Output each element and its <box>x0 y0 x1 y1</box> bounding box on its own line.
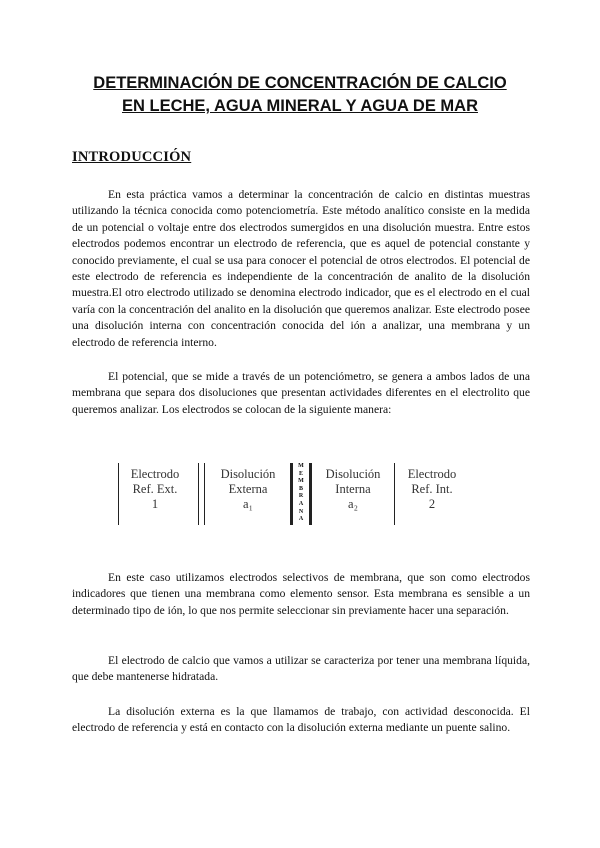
paragraph-4: El electrodo de calcio que vamos a utilizar se caracteriza por tener una membrana líquida, que debe mantenerse hidratada. <box>72 654 530 684</box>
cell-disol-ext-line3: a₁ <box>243 497 253 511</box>
cell-disol-int-line3: a₂ <box>348 497 358 511</box>
diagram-left-border <box>118 463 119 525</box>
cell-disol-int-line2: Interna <box>335 482 371 496</box>
diagram-divider-1b <box>204 463 205 525</box>
diagram-divider-1a <box>198 463 199 525</box>
cell-disol-int <box>314 467 392 531</box>
cell-ref-ext-line2: Ref. Ext. <box>132 482 178 496</box>
cell-disol-int-line1: Disolución <box>325 467 381 481</box>
cell-ref-ext-line1: Electrodo <box>130 467 180 481</box>
cell-ref-ext-line3: 1 <box>151 497 159 511</box>
title-line-2: EN LECHE, AGUA MINERAL Y AGUA DE MAR <box>122 97 478 115</box>
membrane-wall-right <box>309 463 312 525</box>
electrode-diagram <box>118 463 468 527</box>
cell-disol-ext-line2: Externa <box>228 482 268 496</box>
membrane-letter: R <box>298 493 304 500</box>
membrane-label <box>296 463 306 527</box>
membrane-letter: A <box>298 516 304 523</box>
cell-ref-int-line2: Ref. Int. <box>411 482 453 496</box>
membrane-letter: N <box>298 508 304 515</box>
cell-ref-int-line3: 2 <box>428 497 436 511</box>
title-line-1: DETERMINACIÓN DE CONCENTRACIÓN DE CALCIO <box>93 74 507 92</box>
membrane-letter: E <box>298 470 303 477</box>
cell-disol-ext-line1: Disolución <box>220 467 276 481</box>
cell-ref-ext <box>120 467 190 531</box>
membrane-letter: M <box>298 478 304 485</box>
diagram-divider-2 <box>394 463 395 525</box>
cell-disol-ext <box>208 467 288 531</box>
paragraph-1: En esta práctica vamos a determinar la concentración de calcio en distintas muestras utilizando la técnica conocida como potenciometría. Este método analítico consiste en la medida de un potencial o voltaje entre dos electrodos sumergidos en una disolución muestra. Entre estos electrodos podemos encontrar un electrodo de referencia, que es aquel de potencial constante y conocido previamente, el cual se usa para conocer el potencial de otros electrodos. El potencial de este electrodo de referencia es independiente de la concentración de analito de la disolución muestra.El otro electrodo utilizado se denomina electrodo indicador, que es el electrodo en el cual varía con la concentración del analito en la disolución que queremos analizar. Este electrodo posee una disolución interna con concentración conocida del ión a analizar, una membrana y un electrodo de referencia interno. <box>72 188 530 349</box>
document-title <box>60 72 540 118</box>
section-heading: INTRODUCCIÓN <box>72 149 192 165</box>
membrane-wall-left <box>290 463 293 525</box>
paragraph-3: En este caso utilizamos electrodos selectivos de membrana, que son como electrodos indicadores que tienen una membrana como elemento sensor. Esta membrana es sensible a un determinado tipo de ión, lo que nos permite seleccionar sin previamente hacer una separación. <box>72 571 530 617</box>
cell-ref-int <box>396 467 468 531</box>
paragraph-5: La disolución externa es la que llamamos de trabajo, con actividad desconocida. El electrodo de referencia y está en contacto con la disolución externa mediante un puente salino. <box>72 705 530 735</box>
membrane-letter: M <box>298 463 304 469</box>
paragraph-2: El potencial, que se mide a través de un potenciómetro, se genera a ambos lados de una membrana que separa dos disoluciones que presentan actividades diferentes en el electrolito que queremos analizar. Los electrodos se colocan de la siguiente manera: <box>72 370 530 416</box>
membrane-letter: B <box>298 485 303 492</box>
membrane-letter: A <box>298 500 304 507</box>
cell-ref-int-line1: Electrodo <box>407 467 457 481</box>
